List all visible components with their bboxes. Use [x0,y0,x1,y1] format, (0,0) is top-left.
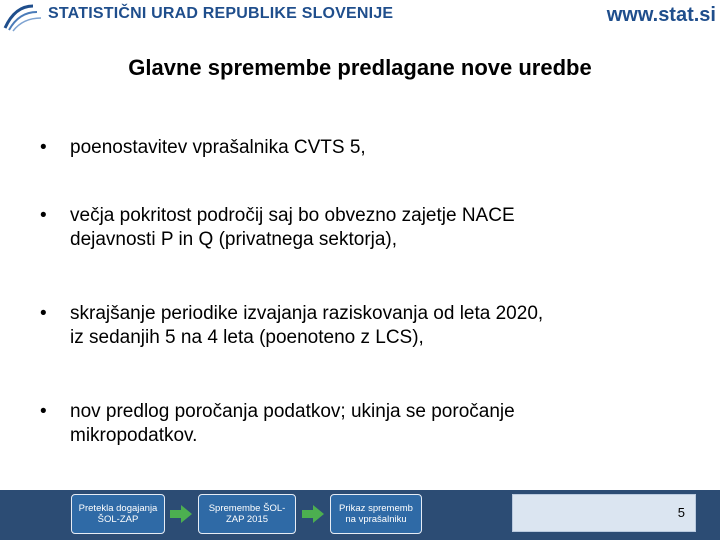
bullet-dot: • [40,137,47,158]
page-number: 5 [677,505,685,520]
bullet-line: mikropodatkov. [70,425,198,446]
bullet-dot: • [40,401,47,422]
nav-button-spremembe[interactable] [198,494,296,534]
surs-logo-icon [3,2,43,32]
slide-title: Glavne spremembe predlagane nove uredbe [128,55,592,80]
bullet-line: večja pokritost področij saj bo obvezno zajetje NACE [70,205,515,226]
nav-label-line: ŠOL-ZAP [97,514,139,525]
nav-button-prikaz-sprememb[interactable] [330,494,422,534]
nav-label-line: Spremembe ŠOL- [208,503,286,514]
site-url-link[interactable]: www.stat.si [606,4,716,26]
bullet-line: skrajšanje periodike izvajanja raziskovanja od leta 2020, [70,303,544,324]
nav-label-line: na vprašalniku [345,514,407,525]
bullet-dot: • [40,205,47,226]
arrow-right-icon [302,505,324,523]
bullet-line: dejavnosti P in Q (privatnega sektorja), [70,229,398,250]
bullet-line: iz sedanjih 5 na 4 leta (poenoteno z LCS), [70,327,424,348]
arrow-right-icon [170,505,192,523]
footer-nav-bar [0,490,720,540]
organization-name: STATISTIČNI URAD REPUBLIKE SLOVENIJE [48,5,394,22]
bullet-line: poenostavitev vprašalnika CVTS 5, [70,137,366,158]
nav-label-line: Pretekla dogajanja [78,503,158,514]
page-number-box [512,494,696,532]
nav-button-pretekla-dogajanja[interactable] [71,494,165,534]
nav-label-line: ZAP 2015 [225,514,269,525]
bullet-dot: • [40,303,47,324]
bullet-line: nov predlog poročanja podatkov; ukinja se poročanje [70,401,515,422]
header [0,0,720,34]
nav-label-line: Prikaz sprememb [339,503,413,514]
